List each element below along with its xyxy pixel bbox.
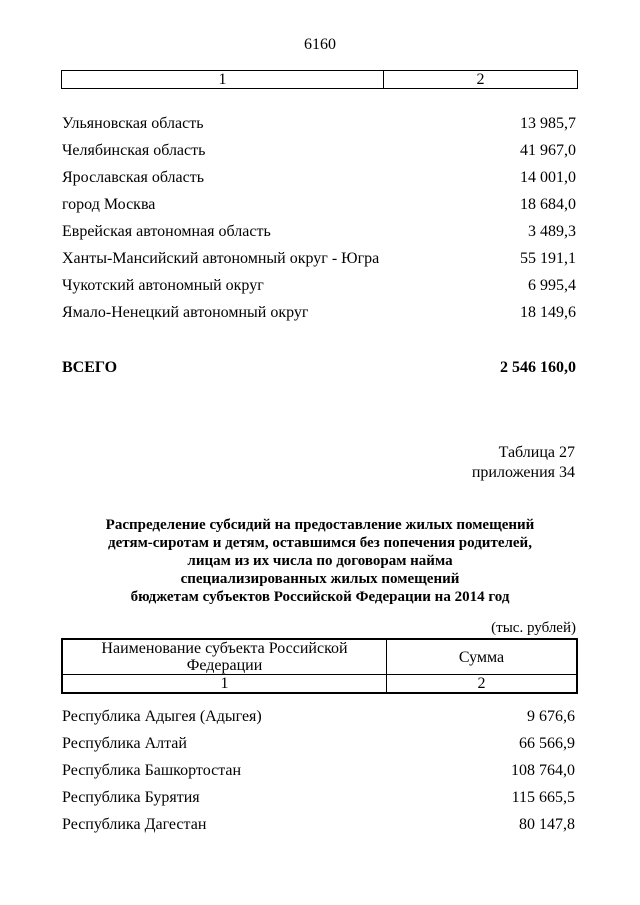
appendix-reference: приложения 34 — [471, 464, 575, 481]
region-amount: 3 489,3 — [528, 223, 576, 240]
region-amount: 115 665,5 — [511, 789, 575, 806]
column-number-2: 2 — [387, 675, 578, 694]
region-name: Ульяновская область — [62, 115, 204, 132]
column-header-region: Наименование субъекта Российской Федерации — [62, 639, 387, 675]
region-name: Республика Бурятия — [62, 789, 200, 806]
region-name: Чукотский автономный округ — [62, 277, 264, 294]
column-number-1: 1 — [62, 71, 384, 89]
region-name: город Москва — [62, 196, 156, 213]
table-row — [62, 788, 575, 808]
column-number-1: 1 — [62, 675, 387, 694]
page-number: 6160 — [304, 36, 336, 53]
region-amount: 41 967,0 — [520, 142, 576, 159]
region-name: Республика Алтай — [62, 735, 187, 752]
region-amount: 80 147,8 — [519, 816, 575, 833]
total-label: ВСЕГО — [62, 359, 118, 376]
table-title — [60, 516, 580, 606]
region-amount: 6 995,4 — [528, 277, 576, 294]
column-header-amount: Сумма — [387, 639, 578, 675]
table-title-line: лицам из их числа по договорам найма — [187, 553, 453, 569]
region-name: Ярославская область — [62, 169, 205, 186]
column-number-2: 2 — [384, 71, 578, 89]
table-row — [62, 114, 576, 134]
total-amount: 2 546 160,0 — [500, 359, 576, 376]
region-amount: 13 985,7 — [520, 115, 576, 132]
region-name: Еврейская автономная область — [62, 223, 271, 240]
top-table-column-numbers — [61, 70, 578, 89]
region-amount: 18 149,6 — [520, 304, 576, 321]
table-title-line: бюджетам субъектов Российской Федерации на 2014 год — [130, 589, 510, 605]
region-amount: 55 191,1 — [520, 250, 576, 267]
table-row — [62, 303, 576, 323]
table-row — [62, 222, 576, 242]
region-name: Ямало-Ненецкий автономный округ — [62, 304, 309, 321]
region-name: Челябинская область — [62, 142, 206, 159]
table-title-line: специализированных жилых помещений — [180, 571, 460, 587]
region-amount: 18 684,0 — [520, 196, 576, 213]
units-label: (тыс. рублей) — [491, 620, 576, 636]
total-row — [62, 358, 576, 378]
table-row — [62, 276, 576, 296]
table-row — [62, 141, 576, 161]
table-row — [62, 734, 575, 754]
region-amount: 108 764,0 — [511, 762, 575, 779]
region-amount: 14 001,0 — [520, 169, 576, 186]
table-number: Таблица 27 — [498, 444, 575, 461]
region-amount: 66 566,9 — [519, 735, 575, 752]
table-caption — [472, 443, 575, 483]
table-row — [62, 249, 576, 269]
region-name: Республика Адыгея (Адыгея) — [62, 708, 262, 725]
table-row — [62, 195, 576, 215]
table-row — [62, 707, 575, 727]
region-name: Республика Башкортостан — [62, 762, 242, 779]
table-row — [62, 168, 576, 188]
region-name: Республика Дагестан — [62, 816, 207, 833]
table-row — [62, 815, 575, 835]
table-title-line: детям-сиротам и детям, оставшимся без попечения родителей, — [108, 535, 532, 551]
table-row — [62, 761, 575, 781]
table-title-line: Распределение субсидий на предоставление жилых помещений — [105, 517, 535, 533]
table27-header — [61, 638, 578, 694]
region-name: Ханты-Мансийский автономный округ - Югра — [62, 250, 380, 267]
region-amount: 9 676,6 — [527, 708, 575, 725]
